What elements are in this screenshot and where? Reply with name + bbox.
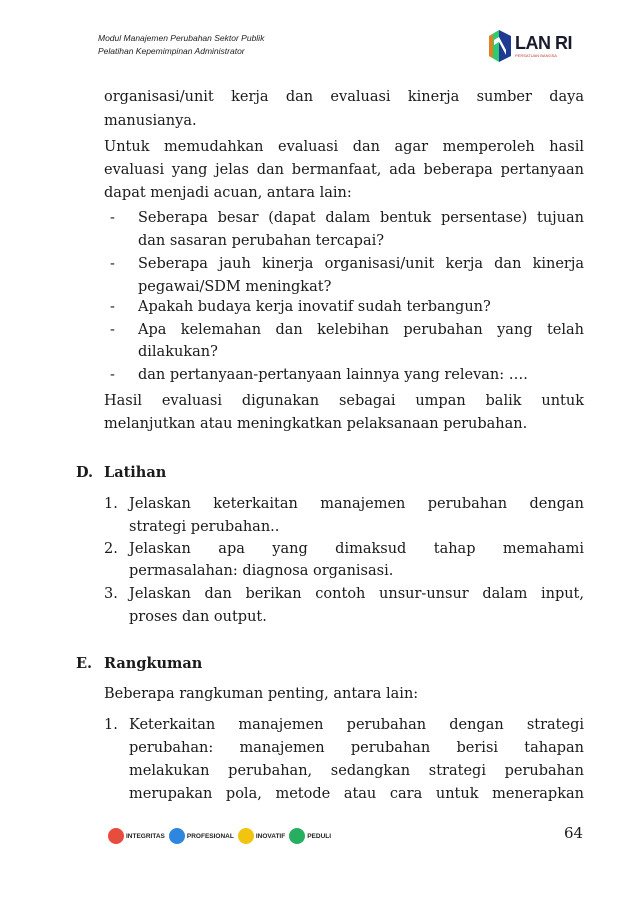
section-e-letter: E. <box>76 655 93 672</box>
value-label: PROFESIONAL <box>186 832 234 840</box>
section-d-title: Latihan <box>104 464 167 481</box>
lan-ri-emblem-icon <box>487 28 513 64</box>
exercise-line: Jelaskan keterkaitan manajemen perubahan dengan <box>129 496 584 512</box>
bullet-item-line: pegawai/SDM meningkat? <box>138 279 332 295</box>
paragraph-line: organisasi/unit kerja dan evaluasi kinerja sumber daya <box>104 89 584 105</box>
page-header <box>98 32 264 58</box>
bullet-dash: - <box>110 367 115 383</box>
value-integritas <box>108 828 165 844</box>
value-label: PEDULI <box>307 832 332 840</box>
exercise-number: 3. <box>104 586 118 602</box>
bullet-item-line: Seberapa besar (dapat dalam bentuk persentase) tujuan <box>138 210 584 226</box>
summary-line: merupakan pola, metode atau cara untuk menerapkan <box>129 786 584 802</box>
paragraph-line: melanjutkan atau meningkatkan pelaksanaan perubahan. <box>104 416 528 432</box>
paragraph-line: Untuk memudahkan evaluasi dan agar memperoleh hasil <box>104 139 584 155</box>
header-training-title: Pelatihan Kepemimpinan Administrator <box>98 46 245 56</box>
paragraph-line: Hasil evaluasi digunakan sebagai umpan balik untuk <box>104 393 584 409</box>
value-profesional <box>169 828 234 844</box>
value-label: INTEGRITAS <box>126 832 165 840</box>
peduli-icon <box>289 828 305 844</box>
bullet-item-line: Seberapa jauh kinerja organisasi/unit kerja dan kinerja <box>138 256 584 272</box>
summary-intro: Beberapa rangkuman penting, antara lain: <box>104 686 419 702</box>
logo-wordmark: LAN RI <box>515 33 572 53</box>
integritas-icon <box>108 828 124 844</box>
bullet-item-line: Apakah budaya kerja inovatif sudah terbangun? <box>138 299 491 315</box>
bullet-item-line: dan pertanyaan-pertanyaan lainnya yang relevan: …. <box>138 367 528 383</box>
value-label: INOVATIF <box>255 832 286 840</box>
value-inovatif <box>238 828 285 844</box>
bullet-dash: - <box>110 322 115 338</box>
bullet-dash: - <box>110 299 115 315</box>
section-e-title: Rangkuman <box>104 655 203 672</box>
summary-number: 1. <box>104 717 118 733</box>
exercise-number: 2. <box>104 541 118 557</box>
bullet-item-line: dilakukan? <box>138 344 218 360</box>
lightbulb-icon <box>238 828 254 844</box>
profesional-icon <box>169 828 185 844</box>
section-d-letter: D. <box>76 464 94 481</box>
value-peduli <box>289 828 331 844</box>
logo-tagline: PERSATUAN BANGSA <box>515 53 557 58</box>
bullet-dash: - <box>110 210 115 226</box>
summary-line: perubahan: manajemen perubahan berisi tahapan <box>129 740 584 756</box>
exercise-line: Jelaskan apa yang dimaksud tahap memahami <box>129 541 584 557</box>
page-number: 64 <box>564 824 584 842</box>
bullet-item-line: dan sasaran perubahan tercapai? <box>138 233 385 249</box>
paragraph-line: evaluasi yang jelas dan bermanfaat, ada beberapa pertanyaan <box>104 162 584 178</box>
paragraph-line: dapat menjadi acuan, antara lain: <box>104 185 352 201</box>
exercise-line: proses dan output. <box>129 609 267 625</box>
summary-line: melakukan perubahan, sedangkan strategi perubahan <box>129 763 584 779</box>
header-module-title: Modul Manajemen Perubahan Sektor Publik <box>98 33 265 43</box>
lan-ri-logo <box>487 28 583 68</box>
exercise-line: strategi perubahan.. <box>129 519 280 535</box>
bullet-dash: - <box>110 256 115 272</box>
core-values-banner <box>108 824 368 848</box>
bullet-item-line: Apa kelemahan dan kelebihan perubahan yang telah <box>138 322 584 338</box>
exercise-line: permasalahan: diagnosa organisasi. <box>129 563 394 579</box>
exercise-number: 1. <box>104 496 118 512</box>
paragraph-line: manusianya. <box>104 113 197 129</box>
summary-line: Keterkaitan manajemen perubahan dengan strategi <box>129 717 584 733</box>
exercise-line: Jelaskan dan berikan contoh unsur-unsur dalam input, <box>129 586 584 602</box>
